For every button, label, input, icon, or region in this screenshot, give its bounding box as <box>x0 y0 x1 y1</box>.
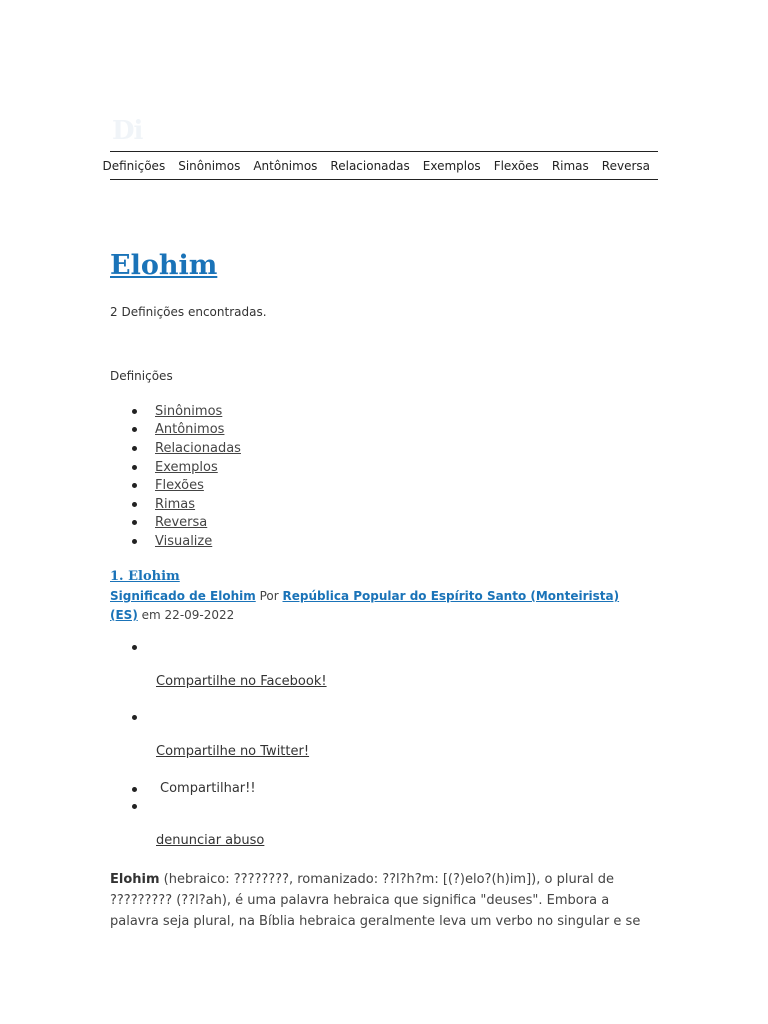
list-item <box>132 421 241 440</box>
link-antonimos[interactable]: Antônimos <box>155 422 225 438</box>
definitions-label: Definições <box>110 369 173 383</box>
link-flexoes[interactable]: Flexões <box>155 478 204 494</box>
definition-date: 22-09-2022 <box>164 608 235 622</box>
definitions-count: 2 Definições encontradas. <box>110 305 267 319</box>
bullet-icon <box>132 465 137 470</box>
bullet-icon <box>132 520 137 525</box>
share-twitter-link[interactable]: Compartilhe no Twitter! <box>156 744 310 759</box>
list-item <box>132 495 241 514</box>
share-button[interactable]: Compartilhar!! <box>160 781 256 796</box>
link-visualize[interactable]: Visualize <box>155 533 213 549</box>
link-reversa[interactable]: Reversa <box>155 515 208 531</box>
bullet-icon <box>132 446 137 451</box>
bullet-icon <box>132 502 137 507</box>
by-label: Por <box>259 589 279 603</box>
definition-body <box>110 869 658 932</box>
list-item <box>132 514 241 533</box>
definition-term: Elohim <box>110 872 160 887</box>
bullet-icon <box>132 787 137 792</box>
nav-flexoes[interactable]: Flexões <box>493 158 539 173</box>
author-link[interactable]: República Popular do Espírito Santo (Monteirista) (ES) <box>110 589 620 622</box>
bullet-icon <box>132 715 137 720</box>
bullet-icon <box>132 483 137 488</box>
top-nav <box>102 151 658 180</box>
bullet-icon <box>132 804 137 809</box>
list-item <box>132 476 241 495</box>
bullet-icon <box>132 645 137 650</box>
page-title[interactable]: Elohim <box>110 250 218 281</box>
meaning-link[interactable]: Significado de Elohim <box>110 589 256 603</box>
nav-exemplos[interactable]: Exemplos <box>422 158 481 173</box>
list-item <box>132 439 241 458</box>
list-item <box>132 402 241 421</box>
definition-meta <box>110 587 650 625</box>
site-logo[interactable]: Di <box>112 116 143 146</box>
bullet-icon <box>132 539 137 544</box>
nav-rimas[interactable]: Rimas <box>551 158 589 173</box>
bullet-icon <box>132 427 137 432</box>
list-item <box>132 532 241 551</box>
nav-relacionadas[interactable]: Relacionadas <box>330 158 410 173</box>
on-label: em <box>141 608 161 622</box>
nav-reversa[interactable]: Reversa <box>601 158 650 173</box>
link-exemplos[interactable]: Exemplos <box>155 459 218 475</box>
definition-text: (hebraico: ????????, romanizado: ??l?h?m: [(?)elo?(h)im]), o plural de ????????? (??l?ah), é uma palavra hebraica que significa "deuses". Embora a palavra seja plural, na Bíblia hebraica geralmente leva um verbo no singular e se <box>110 872 641 929</box>
bullet-icon <box>132 409 137 414</box>
definition-heading[interactable]: 1. Elohim <box>110 569 180 584</box>
report-abuse-link[interactable]: denunciar abuso <box>156 833 265 848</box>
nav-sinonimos[interactable]: Sinônimos <box>178 158 241 173</box>
nav-antonimos[interactable]: Antônimos <box>253 158 318 173</box>
link-rimas[interactable]: Rimas <box>155 496 196 512</box>
link-sinonimos[interactable]: Sinônimos <box>155 403 223 419</box>
list-item <box>132 458 241 477</box>
section-links-list <box>132 402 241 551</box>
nav-definicoes[interactable]: Definições <box>102 158 166 173</box>
share-facebook-link[interactable]: Compartilhe no Facebook! <box>156 674 327 689</box>
link-relacionadas[interactable]: Relacionadas <box>155 440 241 456</box>
